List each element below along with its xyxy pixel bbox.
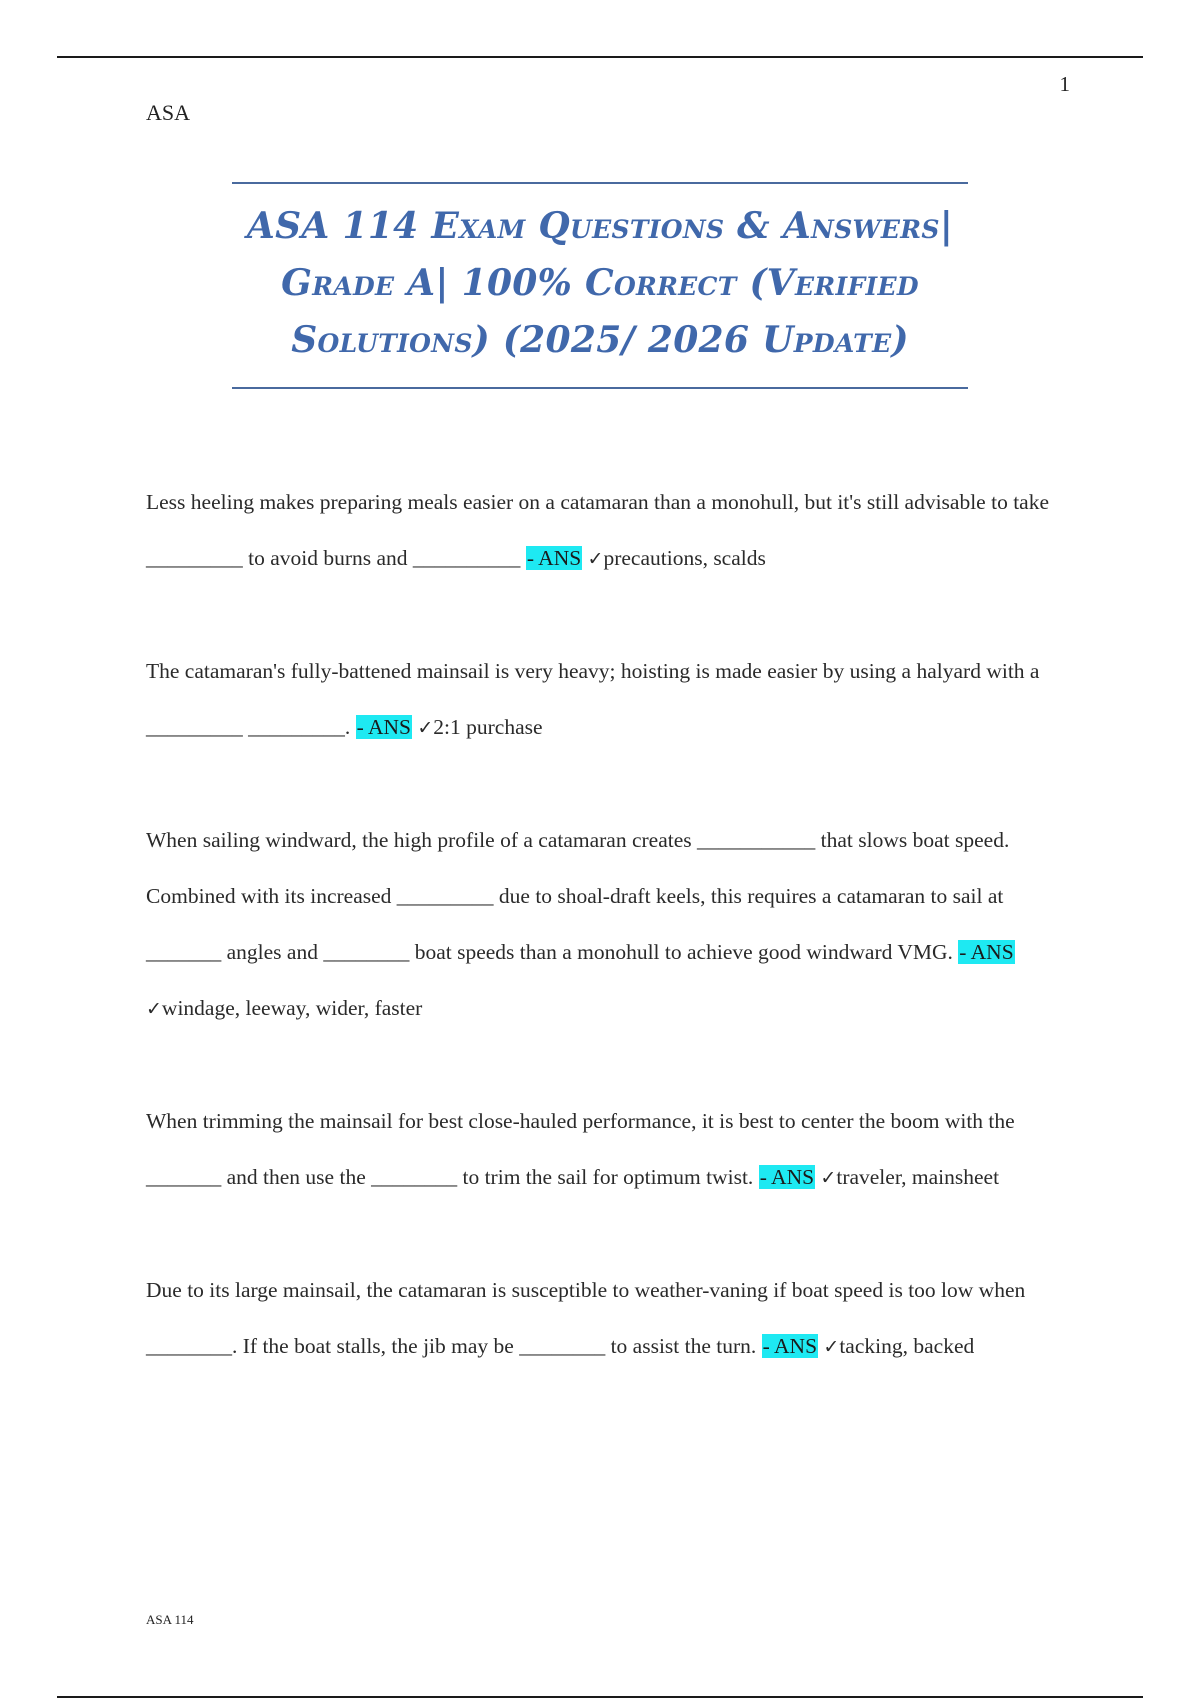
- question-answer-list: [146, 474, 1066, 1431]
- page-number: 1: [1059, 72, 1070, 96]
- checkmark-icon: ✓: [823, 1336, 840, 1358]
- checkmark-icon: ✓: [820, 1167, 837, 1189]
- question-text: When sailing windward, the high profile of a catamaran creates ___________ that slows boat speed. Combined with its increased _________ due to shoal-draft keels, this requires a catamaran to sail at _______ angles and ________ boat speeds than a monohull to achieve good windward VMG.: [146, 828, 1010, 964]
- answer-text: 2:1 purchase: [433, 715, 543, 739]
- ans-highlight: - ANS: [959, 940, 1014, 964]
- answer-text: precautions, scalds: [603, 546, 766, 570]
- document-title: [200, 198, 1000, 369]
- answer-text: traveler, mainsheet: [836, 1165, 1000, 1189]
- question-text: The catamaran's fully-battened mainsail is very heavy; hoisting is made easier by using a halyard with a _________ _________.: [146, 659, 1040, 739]
- running-header: ASA: [146, 100, 191, 125]
- page-top-rule: [57, 56, 1143, 58]
- question-text: When trimming the mainsail for best close-hauled performance, it is best to center the boom with the _______ and then use the ________ to trim the sail for optimum twist.: [146, 1109, 1015, 1189]
- checkmark-icon: ✓: [587, 548, 604, 570]
- title-top-rule: [232, 182, 968, 184]
- checkmark-icon: ✓: [417, 717, 434, 739]
- qa-item-2: [146, 643, 1066, 756]
- title-line-3: Solutions) (2025/ 2026 Update): [291, 319, 909, 361]
- qa-item-3: [146, 812, 1066, 1037]
- qa-item-4: [146, 1093, 1066, 1206]
- question-text: Due to its large mainsail, the catamaran is susceptible to weather-vaning if boat speed is too low when ________. If the boat stalls, the jib may be ________ to assist the turn.: [146, 1278, 1026, 1358]
- ans-highlight: - ANS: [356, 715, 411, 739]
- title-line-1: ASA 114 Exam Questions & Answers|: [246, 205, 954, 247]
- answer-text: windage, leeway, wider, faster: [161, 996, 423, 1020]
- answer-text: tacking, backed: [839, 1334, 975, 1358]
- checkmark-icon: ✓: [146, 998, 162, 1020]
- ans-highlight: - ANS: [526, 546, 582, 570]
- running-footer: ASA 114: [146, 1612, 194, 1627]
- title-line-2: Grade A| 100% Correct (Verified: [281, 262, 919, 304]
- qa-item-1: [146, 474, 1066, 587]
- ans-highlight: - ANS: [762, 1334, 818, 1358]
- question-text: Less heeling makes preparing meals easier on a catamaran than a monohull, but it's still advisable to take _________ to avoid burns and __________: [146, 490, 1050, 570]
- title-bottom-rule: [232, 387, 968, 389]
- ans-highlight: - ANS: [759, 1165, 815, 1189]
- page-bottom-rule: [57, 1696, 1143, 1698]
- qa-item-5: [146, 1262, 1066, 1375]
